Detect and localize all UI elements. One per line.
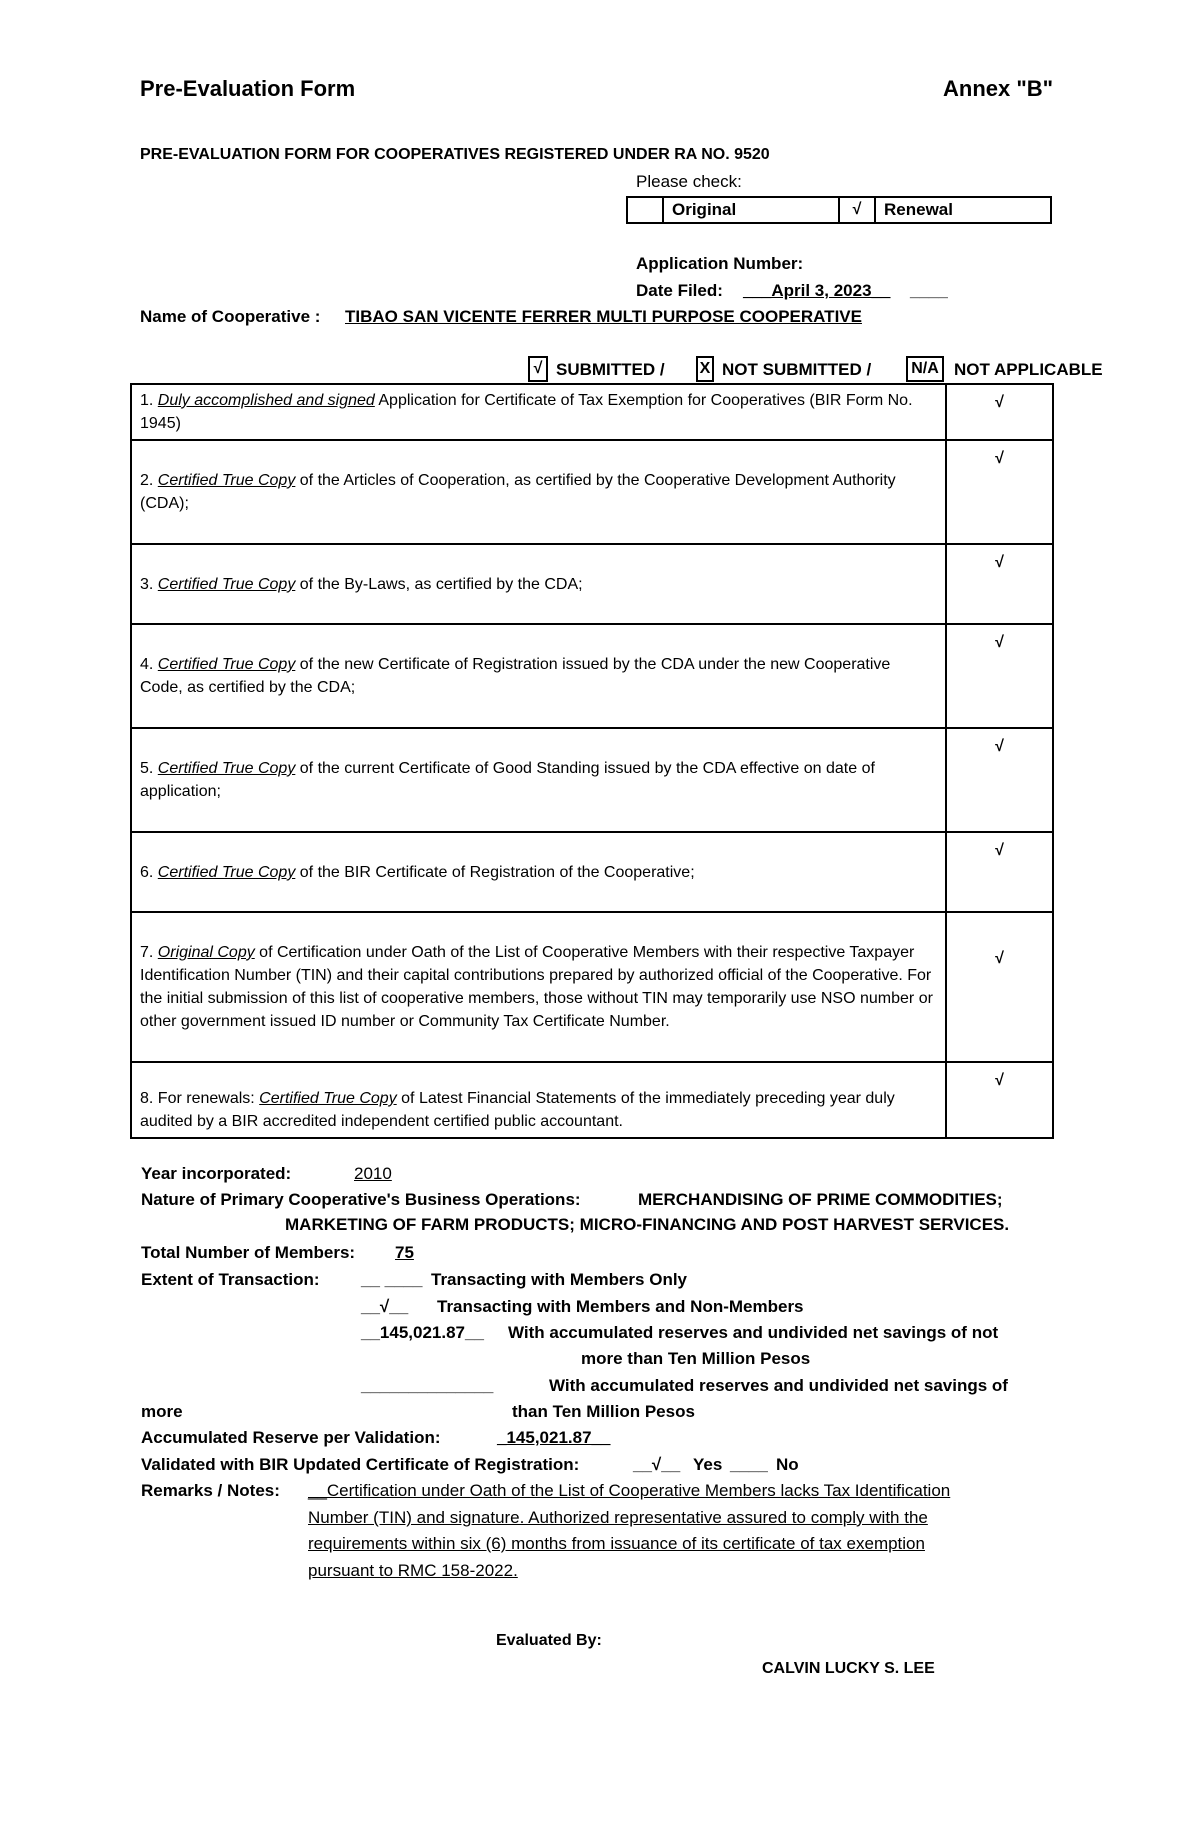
requirement-row-2 xyxy=(131,440,1053,544)
extent-option-3-label: With accumulated reserves and undivided net savings of not xyxy=(508,1323,999,1342)
not-applicable-mark: N/A xyxy=(906,356,944,382)
requirement-text xyxy=(131,912,946,1062)
requirement-rest: of Latest Financial Statements of the immediately preceding year duly audited by a BIR accredited independent certified public accountant. xyxy=(140,1090,895,1130)
requirement-mark[interactable]: √ xyxy=(946,624,1053,728)
validated-label: Validated with BIR Updated Certificate of Registration: xyxy=(141,1455,580,1474)
requirement-number: 4. xyxy=(140,656,154,673)
requirement-emphasis: Certified True Copy xyxy=(157,656,296,673)
requirement-emphasis: Certified True Copy xyxy=(259,1090,397,1107)
requirement-text xyxy=(131,544,946,624)
requirement-rest: Application for Certificate of Tax Exemption for Cooperatives (BIR Form No. 1945) xyxy=(140,392,913,432)
nature-label: Nature of Primary Cooperative's Business Operations: xyxy=(141,1190,581,1209)
requirement-row-3 xyxy=(131,544,1053,624)
extent-option-4-label-cont: than Ten Million Pesos xyxy=(512,1402,695,1421)
date-filed-trail: ____ xyxy=(910,281,948,300)
year-incorporated-label: Year incorporated: xyxy=(141,1164,292,1183)
requirement-emphasis: Certified True Copy xyxy=(157,864,296,881)
requirement-text xyxy=(131,440,946,544)
requirement-number: 5. xyxy=(140,760,154,777)
requirement-text xyxy=(131,832,946,912)
form-title: PRE-EVALUATION FORM FOR COOPERATIVES REGISTERED UNDER RA NO. 9520 xyxy=(140,146,770,163)
requirement-emphasis: Certified True Copy xyxy=(157,472,296,489)
validated-yes-label: Yes xyxy=(693,1455,723,1474)
validated-no-label: No xyxy=(776,1455,799,1474)
requirement-mark[interactable]: √ xyxy=(946,544,1053,624)
requirement-mark[interactable]: √ xyxy=(946,384,1053,440)
annex-label: Annex "B" xyxy=(943,76,1054,101)
remarks-label: Remarks / Notes: xyxy=(141,1481,280,1500)
renewal-label: Renewal xyxy=(884,200,953,219)
requirement-row-6 xyxy=(131,832,1053,912)
nature-value-2: MARKETING OF FARM PRODUCTS; MICRO-FINANCING AND POST HARVEST SERVICES. xyxy=(285,1215,1010,1234)
members-label: Total Number of Members: xyxy=(141,1243,356,1262)
year-incorporated-value: 2010 xyxy=(354,1164,392,1183)
cooperative-name-label: Name of Cooperative : xyxy=(140,307,321,326)
check-prompt: Please check: xyxy=(636,172,742,191)
requirement-row-5 xyxy=(131,728,1053,832)
submitted-label: SUBMITTED / xyxy=(556,360,665,379)
extent-option-3-label-cont: more than Ten Million Pesos xyxy=(581,1349,811,1368)
requirement-text xyxy=(131,1062,946,1138)
extent-option-4-label: With accumulated reserves and undivided net savings of xyxy=(549,1376,1008,1395)
original-checkbox[interactable] xyxy=(628,198,664,222)
requirement-mark[interactable]: √ xyxy=(946,1062,1053,1138)
requirement-row-4 xyxy=(131,624,1053,728)
requirement-emphasis: Certified True Copy xyxy=(157,576,296,593)
reserve-value: _145,021.87__ xyxy=(497,1428,611,1447)
requirement-prefix: For renewals: xyxy=(157,1090,260,1107)
extent-label: Extent of Transaction: xyxy=(141,1270,320,1289)
requirements-table xyxy=(130,383,1054,1139)
extent-option-4-blank[interactable]: ______________ xyxy=(361,1376,494,1395)
requirement-row-7 xyxy=(131,912,1053,1062)
requirement-rest: of the BIR Certificate of Registration of the Cooperative; xyxy=(295,864,695,881)
cooperative-name: TIBAO SAN VICENTE FERRER MULTI PURPOSE COOPERATIVE xyxy=(345,307,862,326)
nature-value-1: MERCHANDISING OF PRIME COMMODITIES; xyxy=(638,1190,1003,1209)
requirement-mark[interactable]: √ xyxy=(946,728,1053,832)
validated-no-blank[interactable]: ____ xyxy=(730,1455,768,1474)
extent-option-2-label: Transacting with Members and Non-Members xyxy=(437,1297,804,1316)
requirement-rest: of the Articles of Cooperation, as certified by the Cooperative Development Authority (CDA); xyxy=(140,472,896,512)
renewal-checkbox[interactable]: √ xyxy=(838,198,876,222)
requirement-row-1 xyxy=(131,384,1053,440)
original-label: Original xyxy=(672,200,737,219)
extent-option-1-blank[interactable]: __ ____ xyxy=(361,1270,423,1289)
extent-option-3-blank[interactable]: __145,021.87__ xyxy=(361,1323,484,1342)
members-value: 75 xyxy=(395,1243,414,1262)
requirement-row-8 xyxy=(131,1062,1053,1138)
remarks-line: __Certification under Oath of the List of Cooperative Members lacks Tax Identification xyxy=(308,1481,951,1500)
requirement-number: 7. xyxy=(140,944,154,961)
requirement-emphasis: Certified True Copy xyxy=(157,760,296,777)
requirement-rest: of the new Certificate of Registration issued by the CDA under the new Cooperative Code, as certified by the CDA; xyxy=(140,656,891,696)
reserve-label: Accumulated Reserve per Validation: xyxy=(141,1428,441,1447)
not-applicable-label: NOT APPLICABLE xyxy=(954,360,1103,379)
requirement-emphasis: Duly accomplished and signed xyxy=(157,392,375,409)
page-title: Pre-Evaluation Form xyxy=(140,76,356,101)
remarks-line: requirements within six (6) months from issuance of its certificate of tax exemption xyxy=(308,1534,925,1553)
type-check-row xyxy=(626,196,1052,224)
requirement-text xyxy=(131,624,946,728)
requirement-mark[interactable]: √ xyxy=(946,912,1053,1062)
requirement-number: 2. xyxy=(140,472,154,489)
requirement-number: 1. xyxy=(140,392,154,409)
date-filed-label: Date Filed: xyxy=(636,281,723,300)
extent-option-1-label: Transacting with Members Only xyxy=(431,1270,688,1289)
validated-yes-blank[interactable]: __√__ xyxy=(633,1455,681,1474)
application-number-label: Application Number: xyxy=(636,254,804,273)
requirement-rest: of Certification under Oath of the List of Cooperative Members with their respective Taxpayer Identification Number (TIN) and their capital contributions prepared by authorized official of the Cooperative. For the initial submission of this list of cooperative members, those without TIN may temporarily use NSO number or other government issued ID number or Community Tax Certificate Number. xyxy=(140,944,933,1030)
requirement-rest: of the current Certificate of Good Standing issued by the CDA effective on date of application; xyxy=(140,760,875,800)
date-filed-value: ___April 3, 2023__ xyxy=(743,281,891,300)
requirement-number: 8. xyxy=(140,1090,154,1107)
requirement-number: 3. xyxy=(140,576,154,593)
evaluated-by-label: Evaluated By: xyxy=(496,1632,602,1649)
requirement-rest: of the By-Laws, as certified by the CDA; xyxy=(295,576,583,593)
requirement-text xyxy=(131,384,946,440)
requirement-mark[interactable]: √ xyxy=(946,440,1053,544)
evaluator-name: CALVIN LUCKY S. LEE xyxy=(762,1660,935,1677)
remarks-line: Number (TIN) and signature. Authorized representative assured to comply with the xyxy=(308,1508,928,1527)
requirement-number: 6. xyxy=(140,864,154,881)
extent-option-2-blank[interactable]: __√__ xyxy=(361,1297,409,1316)
not-submitted-mark: X xyxy=(696,356,714,382)
requirement-text xyxy=(131,728,946,832)
requirement-mark[interactable]: √ xyxy=(946,832,1053,912)
remarks-line: pursuant to RMC 158-2022. xyxy=(308,1561,518,1580)
submitted-mark: √ xyxy=(528,356,548,382)
requirement-emphasis: Original Copy xyxy=(157,944,255,961)
not-submitted-label: NOT SUBMITTED / xyxy=(722,360,872,379)
extent-option-4-more: more xyxy=(141,1402,183,1421)
